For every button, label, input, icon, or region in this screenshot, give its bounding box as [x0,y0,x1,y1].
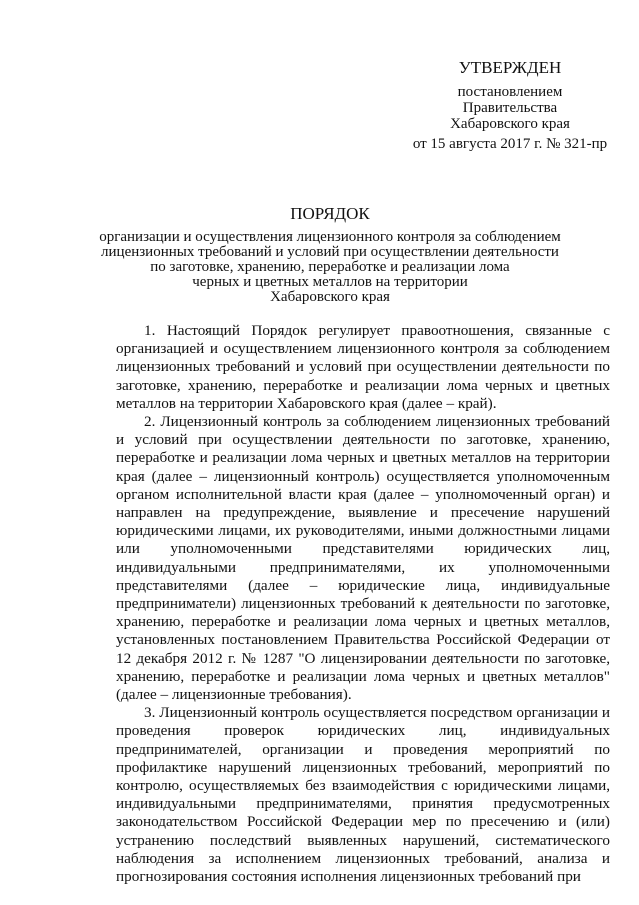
paragraph-2: 2. Лицензионный контроль за соблюдением лицензионных требований и условий при осуществлении деятельности по заготовке, хранению, переработке и реализации лома черных и цветных металлов на территории края (далее – лицензионный контроль) осуществляется уполномоченным органом исполнительной власти края (далее – уполномоченный орган) и направлен на предупреждение, выявление и пресечение нарушений юридическими лицами, их руководителями, иными должностными лицами или уполномоченными представителями юридических лиц, индивидуальными предпринимателями, их уполномоченными представителями (далее – юридические лица, индивидуальные предприниматели) лицензионных требований к деятельности по заготовке, хранению, переработке и реализации лома черных и цветных металлов, установленных постановлением Правительства Российской Федерации от 12 декабря 2012 г. № 1287 "О лицензировании деятельности по заготовке, хранению, переработке и реализации лома черных и цветных металлов" (далее – лицензионные требования). [116,413,610,704]
document-title: ПОРЯДОК [290,204,370,223]
document-subtitle-line: лицензионных требований и условий при осуществлении деятельности [101,244,559,260]
paragraph-3: 3. Лицензионный контроль осуществляется посредством организации и проведения проверок юридических лиц, индивидуальных предпринимателей, организации и проведения мероприятий по профилактике нарушений лицензионных требований, мероприятий по контролю, осуществляемых без взаимодействия с юридическими лицами, индивидуальными предпринимателями, принятия предусмотренных законодательством Российской Федерации мер по пресечению и (или) устранению последствий выявленных нарушений, систематического наблюдения за исполнением лицензионных требований, анализа и прогнозирования состояния исполнения лицензионных требований при [116,704,610,886]
document-subtitle-line: по заготовке, хранению, переработке и реализации лома [150,259,510,275]
approval-date: от 15 августа 2017 г. № 321-пр [412,136,608,152]
document-subtitle-line: черных и цветных металлов на территории [192,274,468,290]
approval-title: УТВЕРЖДЕН [458,58,562,77]
paragraph-1: 1. Настоящий Порядок регулирует правоотношения, связанные с организацией и осуществлением лицензионного контроля за соблюдением лицензионных требований и условий при осуществлении деятельности по заготовке, хранению, переработке и реализации лома черных и цветных металлов на территории Хабаровского края (далее – край). [116,322,610,412]
approval-stamp [400,58,620,153]
approval-line: Хабаровского края [450,116,570,132]
approval-line: Правительства [462,100,558,116]
approval-line: постановлением [457,84,563,100]
document-subtitle-line: Хабаровского края [270,289,390,305]
document-subtitle-line: организации и осуществления лицензионного контроля за соблюдением [99,229,561,245]
document-heading [90,204,570,305]
document-body [116,322,610,886]
